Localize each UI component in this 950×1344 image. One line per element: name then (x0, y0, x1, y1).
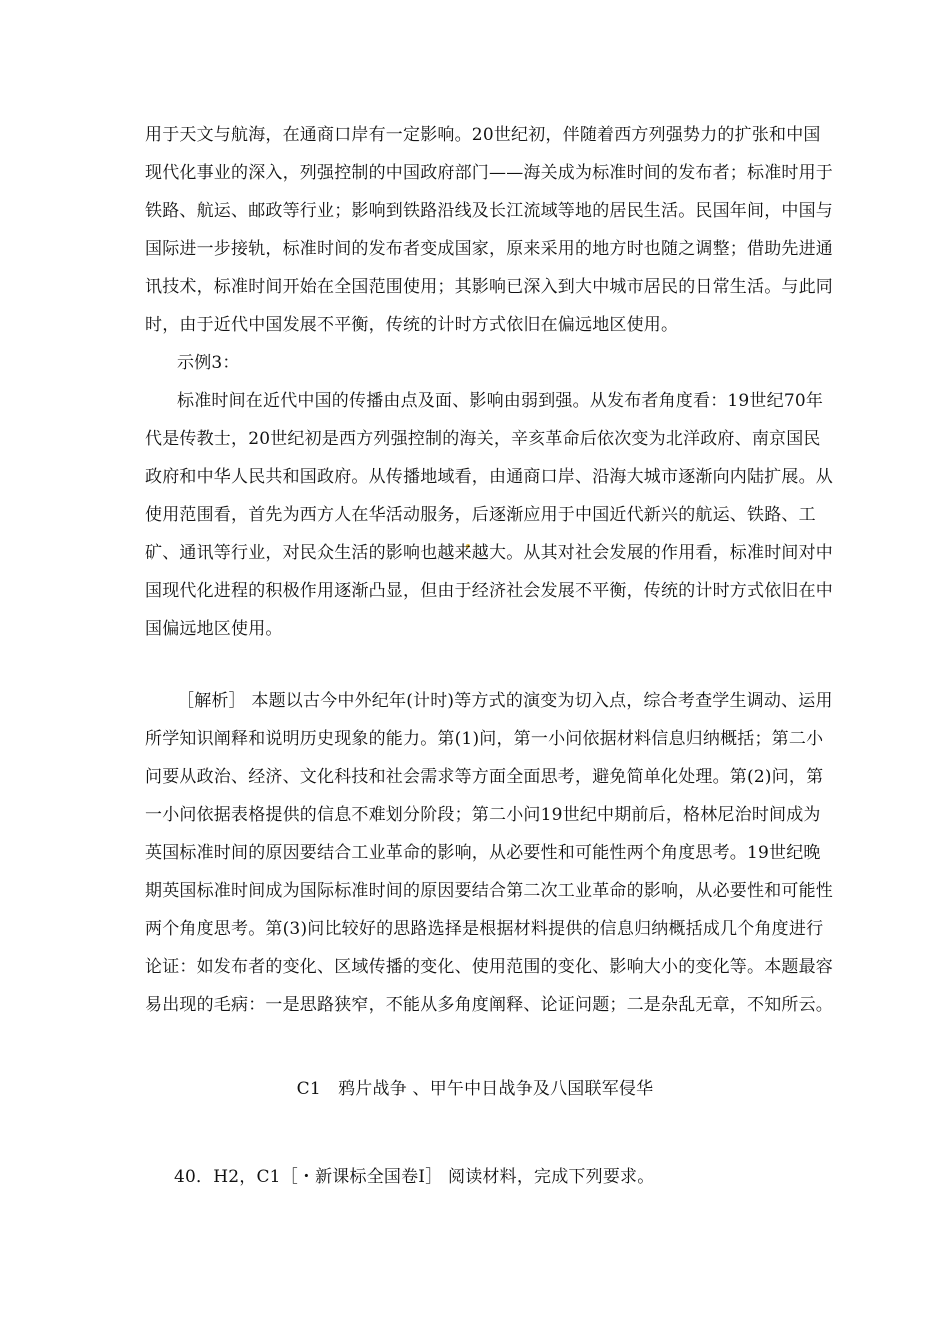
paragraph-line: 时，由于近代中国发展不平衡，传统的计时方式依旧在偏远地区使用。 (145, 315, 679, 335)
example-line: 矿、通讯等行业，对民众生活的影响也越来越大。从其对社会发展的作用看，标准时间对中 (145, 543, 833, 563)
section-title: C1 鸦片战争 、甲午中日战争及八国联军侵华 (296, 1079, 654, 1099)
paragraph-line: 铁路、航运、邮政等行业；影响到铁路沿线及长江流域等地的居民生活。民国年间，中国与 (145, 201, 833, 221)
paragraph-line: 国际进一步接轨，标准时间的发布者变成国家，原来采用的地方时也随之调整；借助先进通 (145, 239, 833, 259)
analysis-line: 一小问依据表格提供的信息不难划分阶段；第二小问19世纪中期前后，格林尼治时间成为 (145, 805, 821, 825)
example-line: 使用范围看，首先为西方人在华活动服务，后逐渐应用于中国近代新兴的航运、铁路、工 (145, 505, 816, 525)
example-line: 国偏远地区使用。 (145, 619, 283, 639)
example-line: 代是传教士，20世纪初是西方列强控制的海关，辛亥革命后依次变为北洋政府、南京国民 (145, 429, 821, 449)
example-line: 国现代化进程的积极作用逐渐凸显，但由于经济社会发展不平衡，传统的计时方式依旧在中 (145, 581, 833, 601)
analysis-line: 期英国标准时间成为国际标准时间的原因要结合第二次工业革命的影响，从必要性和可能性 (145, 881, 833, 901)
question-line: 40．H2，C1［・新课标全国卷Ⅰ］ 阅读材料，完成下列要求。 (174, 1167, 655, 1187)
example-heading: 示例3： (177, 353, 240, 373)
paragraph-line: 用于天文与航海，在通商口岸有一定影响。20世纪初，伴随着西方列强势力的扩张和中国 (145, 125, 821, 145)
analysis-line: 易出现的毛病：一是思路狭窄，不能从多角度阐释、论证问题；二是杂乱无章，不知所云。 (145, 995, 833, 1015)
analysis-line: 问要从政治、经济、文化科技和社会需求等方面全面思考，避免简单化处理。第(2)问，第 (145, 767, 824, 787)
analysis-line: 英国标准时间的原因要结合工业革命的影响，从必要性和可能性两个角度思考。19世纪晚 (145, 843, 821, 863)
analysis-line: 两个角度思考。第(3)问比较好的思路选择是根据材料提供的信息归纳概括成几个角度进行 (145, 919, 824, 939)
example-line: 政府和中华人民共和国政府。从传播地域看，由通商口岸、沿海大城市逐渐向内陆扩展。从 (145, 467, 833, 487)
analysis-line: 论证：如发布者的变化、区域传播的变化、使用范围的变化、影响大小的变化等。本题最容 (145, 957, 833, 977)
analysis-line: ［解析］ 本题以古今中外纪年(计时)等方式的演变为切入点，综合考查学生调动、运用 (177, 691, 833, 711)
example-line: 标准时间在近代中国的传播由点及面、影响由弱到强。从发布者角度看：19世纪70年 (177, 391, 824, 411)
analysis-line: 所学知识阐释和说明历史现象的能力。第(1)问，第一小问依据材料信息归纳概括；第二小 (145, 729, 824, 749)
paragraph-line: 讯技术，标准时间开始在全国范围使用；其影响已深入到大中城市居民的日常生活。与此同 (145, 277, 833, 297)
paragraph-line: 现代化事业的深入，列强控制的中国政府部门——海关成为标准时间的发布者；标准时用于 (145, 163, 833, 183)
